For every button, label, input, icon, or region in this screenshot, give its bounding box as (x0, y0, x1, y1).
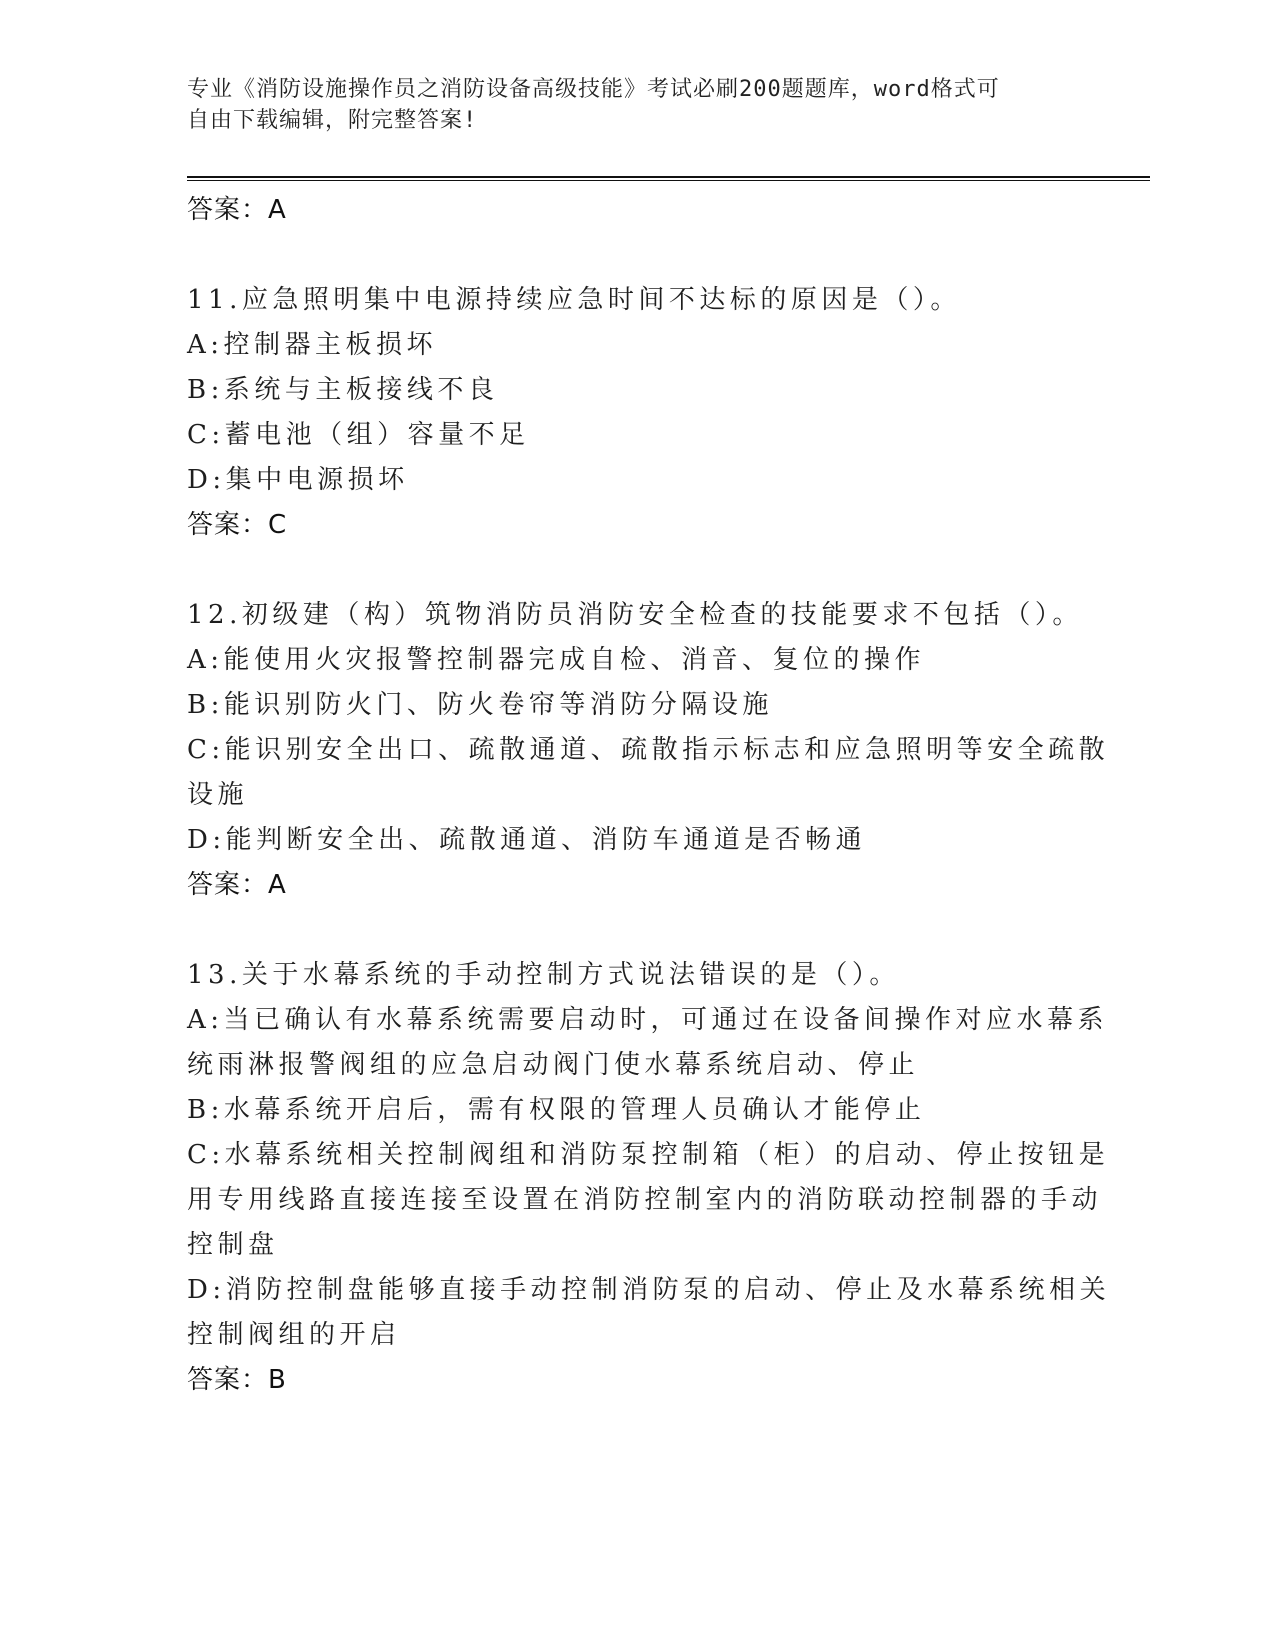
option-c: C:水幕系统相关控制阀组和消防泵控制箱（柜）的启动、停止按钮是 (187, 1140, 1110, 1170)
spacer (187, 233, 1077, 278)
option-c-continued: 控制盘 (187, 1230, 279, 1260)
document-header (187, 74, 1067, 136)
spacer (187, 548, 1077, 593)
question-block (187, 593, 1110, 908)
answer-line: 答案：B (187, 1365, 287, 1395)
question-stem: 13.关于水幕系统的手动控制方式说法错误的是（）。 (187, 960, 900, 990)
option-a: A:能使用火灾报警控制器完成自检、消音、复位的操作 (187, 645, 926, 675)
option-b: B:能识别防火门、防火卷帘等消防分隔设施 (187, 690, 773, 720)
option-d-continued: 控制阀组的开启 (187, 1320, 401, 1350)
option-c-continued: 设施 (187, 780, 249, 810)
question-stem: 12.初级建（构）筑物消防员消防安全检查的技能要求不包括（）。 (187, 600, 1083, 630)
question-block (187, 278, 1077, 548)
question-block (187, 953, 1111, 1403)
option-d: D:集中电源损坏 (187, 465, 409, 495)
answer-line: 答案：C (187, 510, 288, 540)
option-d: D:消防控制盘能够直接手动控制消防泵的启动、停止及水幕系统相关 (187, 1275, 1111, 1305)
previous-answer: 答案：A (187, 195, 287, 225)
header-divider (187, 176, 1150, 181)
option-d: D:能判断安全出、疏散通道、消防车通道是否畅通 (187, 825, 867, 855)
question-list (187, 188, 1111, 1403)
option-c: C:蓄电池（组）容量不足 (187, 420, 530, 450)
header-line-2: 自由下载编辑，附完整答案! (187, 108, 478, 133)
spacer (187, 908, 1077, 953)
option-a-continued: 统雨淋报警阀组的应急启动阀门使水幕系统启动、停止 (187, 1050, 920, 1080)
header-line-1: 专业《消防设施操作员之消防设备高级技能》考试必刷200题题库，word格式可 (187, 77, 1000, 102)
option-c-continued: 用专用线路直接连接至设置在消防控制室内的消防联动控制器的手动 (187, 1185, 1103, 1215)
option-b: B:水幕系统开启后，需有权限的管理人员确认才能停止 (187, 1095, 926, 1125)
option-a: A:控制器主板损坏 (187, 330, 438, 360)
question-stem: 11.应急照明集中电源持续应急时间不达标的原因是（）。 (187, 285, 961, 315)
answer-line: 答案：A (187, 870, 287, 900)
option-a: A:当已确认有水幕系统需要启动时，可通过在设备间操作对应水幕系 (187, 1005, 1109, 1035)
option-c: C:能识别安全出口、疏散通道、疏散指示标志和应急照明等安全疏散 (187, 735, 1110, 765)
option-b: B:系统与主板接线不良 (187, 375, 499, 405)
